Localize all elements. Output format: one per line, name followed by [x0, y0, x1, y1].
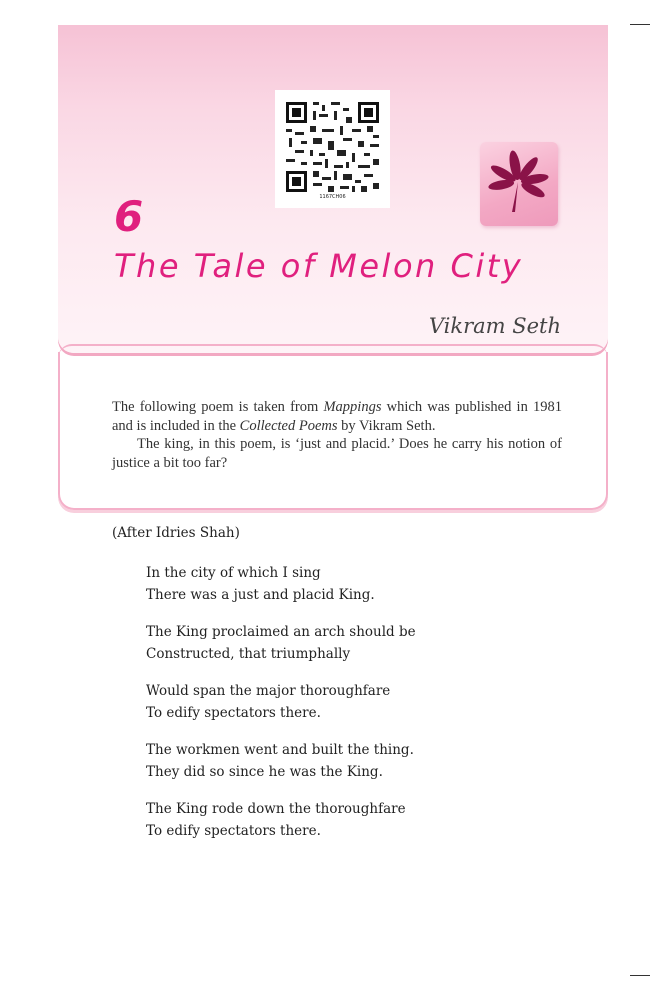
book-title-mappings: Mappings: [323, 399, 382, 415]
poem-attribution: (After Idries Shah): [112, 525, 240, 541]
chapter-number: 6: [114, 192, 144, 241]
poem: [146, 563, 416, 858]
qr-code-graphic: [286, 102, 379, 192]
qr-code-label: 1167CH06: [319, 194, 346, 200]
poem-line: Would span the major thoroughfare: [146, 683, 391, 699]
flower-graphic: [480, 142, 558, 226]
book-title-collected-poems: Collected Poems: [239, 417, 338, 434]
poem-line: They did so since he was the King.: [146, 763, 383, 780]
qr-code-icon: [275, 90, 390, 208]
intro-text-part: The following poem is taken from: [112, 399, 324, 415]
poem-line: To edify spectators there.: [146, 822, 321, 839]
chapter-title: The Tale of Melon City: [114, 247, 524, 285]
stanza: [146, 622, 416, 665]
poem-line: The workmen went and built the thing.: [146, 742, 414, 758]
stanza: [146, 563, 416, 606]
crop-mark-bottom: [630, 975, 650, 976]
intro-box-top-border: [58, 344, 608, 358]
intro-paragraph-2: The king, in this poem, is ‘just and placid.’ Does he carry his notion of justice a bit too far?: [112, 436, 562, 471]
poem-line: The King proclaimed an arch should be: [146, 624, 416, 640]
author-name: Vikram Seth: [428, 314, 561, 338]
intro-text: [112, 398, 562, 472]
flower-icon: [480, 142, 558, 226]
intro-paragraph-1: [112, 398, 562, 435]
stanza: [146, 799, 416, 842]
intro-text-part: which was published in 1981 and is included in the: [112, 399, 562, 434]
poem-line: Constructed, that triumphally: [146, 645, 351, 662]
stanza: [146, 681, 416, 724]
poem-line: There was a just and placid King.: [146, 586, 375, 603]
intro-text-part: by Vikram Seth.: [337, 417, 436, 434]
stanza: [146, 740, 416, 783]
poem-line: In the city of which I sing: [146, 565, 321, 581]
poem-line: To edify spectators there.: [146, 704, 321, 721]
poem-line: The King rode down the thoroughfare: [146, 801, 406, 817]
crop-mark-top: [630, 24, 650, 25]
